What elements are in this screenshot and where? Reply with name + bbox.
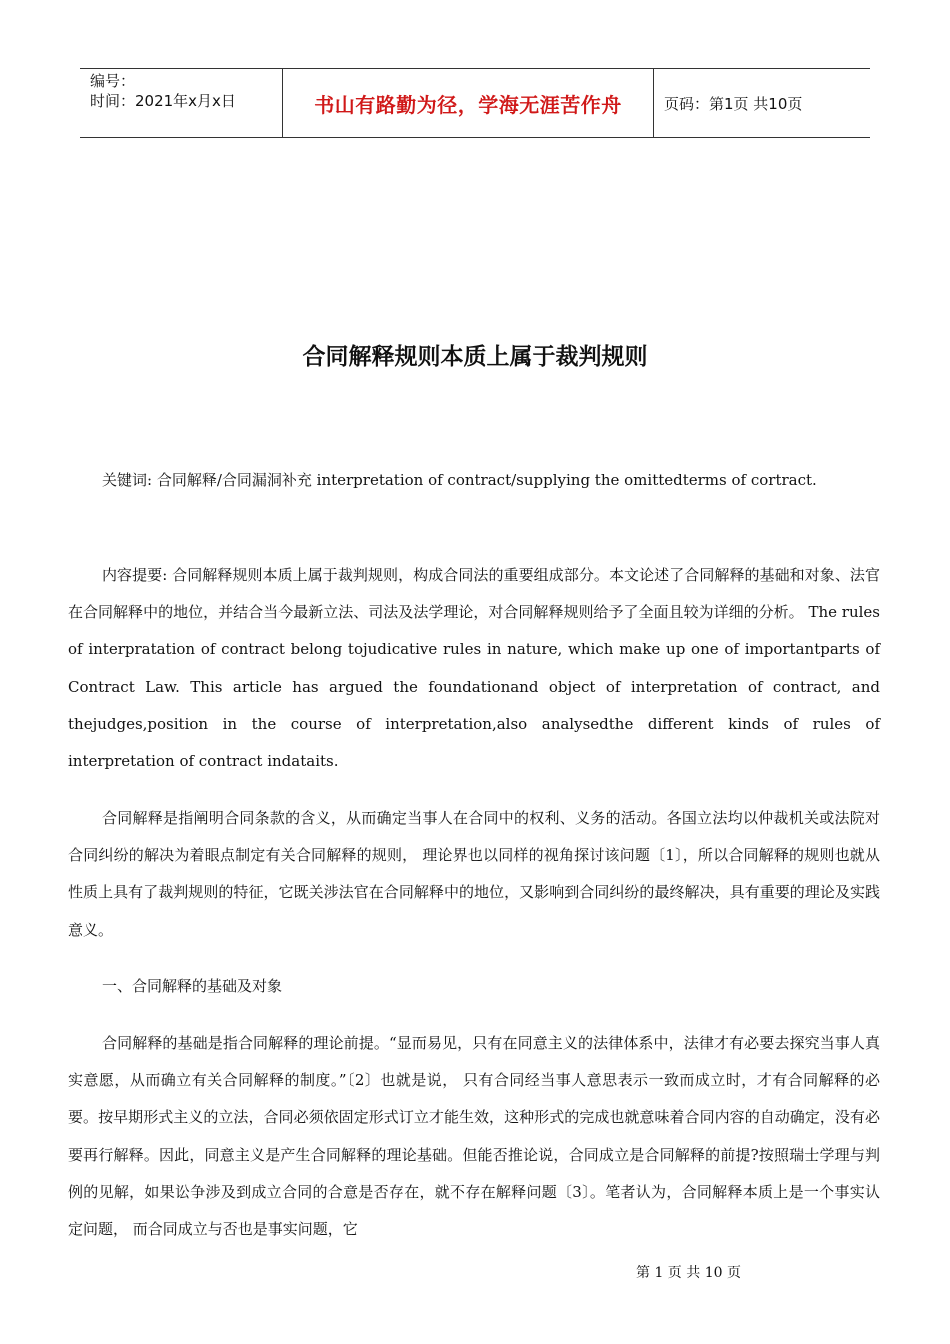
intro-paragraph: 合同解释是指阐明合同条款的含义，从而确定当事人在合同中的权利、义务的活动。各国立法均以仲裁机关或法院对合同纠纷的解决为着眼点制定有关合同解释的规则， 理论界也以同样的视角探讨该问题〔1〕，所以合同解释的规则也就从性质上具有了裁判规则的特征，它既关涉法官在合同解释中的地位，又影响到合同纠纷的最终解决，具有重要的理论及实践意义。	[68, 809, 880, 939]
abstract-paragraph: 内容提要: 合同解释规则本质上属于裁判规则，构成合同法的重要组成部分。本文论述了合同解释的基础和对象、法官在合同解释中的地位，并结合当今最新立法、司法及法学理论，对合同解释规则给予了全面且较为详细的分析。 The rules of interpratation of contract belong tojudicative rules in nature, which make up one of importantparts of Contract Law. This article has argued the foundationand object of interpretation of contract, and thejudges,position in the course of interpretation,also analysedthe different kinds of rules of interpretation of contract indataits.	[68, 566, 880, 771]
keywords-paragraph: 关键词: 合同解释/合同漏洞补充 interpretation of contract/supplying the omittedterms of cortract.	[102, 471, 817, 489]
header-meta	[80, 69, 282, 137]
number-label: 编号：	[90, 72, 136, 90]
section-heading-1: 一、合同解释的基础及对象	[102, 977, 283, 995]
page-footer: 第 1 页 共 10 页	[636, 1265, 741, 1281]
header-motto-cell	[282, 69, 654, 137]
section-1-paragraph: 合同解释的基础是指合同解释的理论前提。“显而易见，只有在同意主义的法律体系中，法律才有必要去探究当事人真实意愿，从而确立有关合同解释的制度。”〔2〕也就是说， 只有合同经当事人意思表示一致而成立时，才有合同解释的必要。按早期形式主义的立法，合同必须依固定形式订立才能生效，这种形式的完成也就意味着合同内容的自动确定，没有必要再行解释。因此，同意主义是产生合同解释的理论基础。但能否推论说，合同成立是合同解释的前提?按照瑞士学理与判例的见解，如果讼争涉及到成立合同的合意是否存在，就不存在解释问题〔3〕。笔者认为，合同解释本质上是一个事实认定问题， 而合同成立与否也是事实问题，它	[68, 1034, 880, 1239]
header-page-cell	[654, 69, 870, 137]
page-number-label: 页码：第1页 共10页	[664, 94, 803, 113]
motto-text: 书山有路勤为径，学海无涯苦作舟	[314, 92, 622, 117]
time-label: 时间：2021年x月x日	[90, 92, 236, 110]
page-header	[80, 68, 870, 138]
document-title: 合同解释规则本质上属于裁判规则	[302, 344, 648, 370]
